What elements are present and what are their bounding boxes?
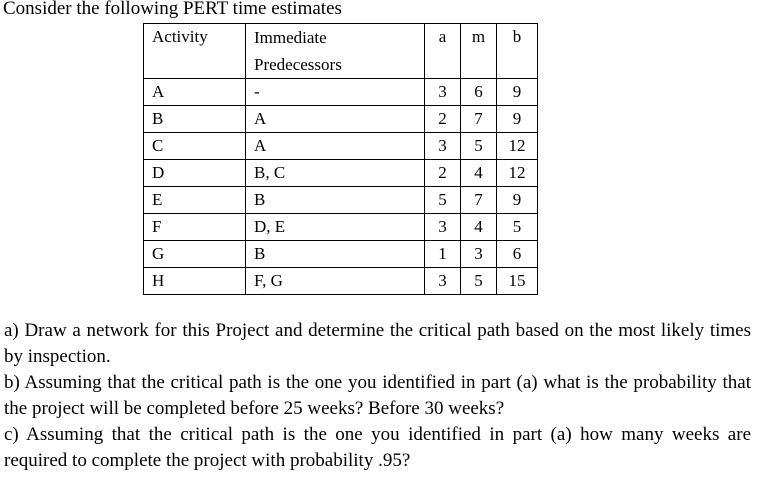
header-b: b [497, 24, 538, 79]
cell-activity: C [144, 133, 246, 160]
cell-activity: E [144, 187, 246, 214]
cell-activity: F [144, 214, 246, 241]
cell-predecessors: B, C [246, 160, 425, 187]
questions-block [4, 318, 751, 474]
cell-a: 1 [425, 241, 461, 268]
cell-b: 9 [497, 79, 538, 106]
cell-m: 7 [461, 106, 497, 133]
cell-b: 5 [497, 214, 538, 241]
table-row [144, 241, 538, 268]
table-header-row [144, 24, 538, 79]
cell-predecessors: A [246, 106, 425, 133]
cell-activity: A [144, 79, 246, 106]
cell-predecessors: A [246, 133, 425, 160]
cell-activity: D [144, 160, 246, 187]
table-row [144, 268, 538, 295]
cell-a: 5 [425, 187, 461, 214]
cell-m: 4 [461, 160, 497, 187]
table-row [144, 160, 538, 187]
cell-m: 5 [461, 268, 497, 295]
header-predecessors-line2: Predecessors [254, 55, 342, 74]
cell-b: 9 [497, 187, 538, 214]
cell-m: 6 [461, 79, 497, 106]
question-b: b) Assuming that the critical path is the one you identified in part (a) what is the probability that the project will be completed before 25 weeks? Before 30 weeks? [4, 372, 751, 419]
cell-b: 9 [497, 106, 538, 133]
table-row [144, 187, 538, 214]
cell-a: 3 [425, 133, 461, 160]
cell-predecessors: B [246, 187, 425, 214]
pert-table [143, 23, 538, 295]
cell-m: 3 [461, 241, 497, 268]
cell-a: 3 [425, 268, 461, 295]
cell-b: 15 [497, 268, 538, 295]
question-c: c) Assuming that the critical path is the one you identified in part (a) how many weeks are required to complete the project with probability .95? [4, 424, 751, 471]
header-predecessors [246, 24, 425, 79]
header-predecessors-line1: Immediate [254, 28, 327, 47]
table-row [144, 79, 538, 106]
cell-predecessors: - [246, 79, 425, 106]
page-title: Consider the following PERT time estimates [3, 0, 342, 19]
cell-a: 3 [425, 79, 461, 106]
cell-m: 4 [461, 214, 497, 241]
cell-predecessors: D, E [246, 214, 425, 241]
table-row [144, 214, 538, 241]
cell-b: 6 [497, 241, 538, 268]
header-a: a [425, 24, 461, 79]
cell-b: 12 [497, 160, 538, 187]
table-row [144, 133, 538, 160]
cell-a: 3 [425, 214, 461, 241]
cell-activity: H [144, 268, 246, 295]
cell-a: 2 [425, 106, 461, 133]
cell-m: 5 [461, 133, 497, 160]
table-row [144, 106, 538, 133]
cell-predecessors: F, G [246, 268, 425, 295]
cell-m: 7 [461, 187, 497, 214]
question-a: a) Draw a network for this Project and determine the critical path based on the most likely times by inspection. [4, 320, 751, 367]
header-activity: Activity [144, 24, 246, 79]
cell-activity: G [144, 241, 246, 268]
cell-a: 2 [425, 160, 461, 187]
cell-predecessors: B [246, 241, 425, 268]
cell-activity: B [144, 106, 246, 133]
header-m: m [461, 24, 497, 79]
cell-b: 12 [497, 133, 538, 160]
